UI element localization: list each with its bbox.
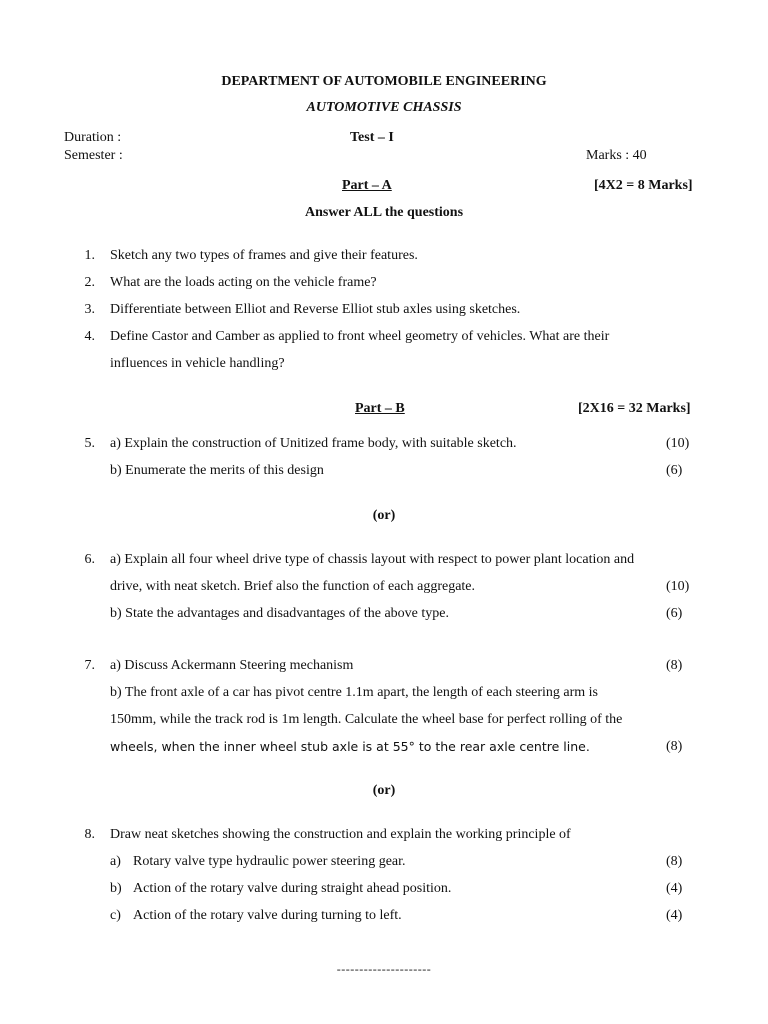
question-text: a) Discuss Ackermann Steering mechanism — [110, 658, 354, 673]
question-text: Rotary valve type hydraulic power steering gear. — [133, 854, 406, 869]
question-number: 6. — [84, 552, 95, 567]
duration-label: Duration : — [64, 130, 122, 145]
question-text: Action of the rotary valve during turning to left. — [133, 908, 402, 923]
question-number: 8. — [84, 827, 95, 842]
question-number: 1. — [84, 248, 95, 263]
question-marks: (6) — [666, 463, 683, 478]
question-text: Sketch any two types of frames and give their features. — [110, 248, 418, 263]
question-marks: (4) — [666, 908, 683, 923]
question-number: 2. — [84, 275, 95, 290]
part-b-marks: [2X16 = 32 Marks] — [578, 401, 691, 416]
department-title: DEPARTMENT OF AUTOMOBILE ENGINEERING — [221, 74, 547, 89]
question-4-continued: influences in vehicle handling? — [110, 356, 285, 371]
question-marks: (8) — [666, 658, 683, 673]
question-text: Draw neat sketches showing the construction and explain the working principle of — [110, 827, 571, 842]
question-text: Differentiate between Elliot and Reverse Elliot stub axles using sketches. — [110, 302, 521, 317]
semester-label: Semester : — [64, 148, 123, 163]
question-number: 3. — [84, 302, 95, 317]
question-text: drive, with neat sketch. Brief also the function of each aggregate. — [110, 579, 476, 594]
question-marks: (6) — [666, 606, 683, 621]
question-text: What are the loads acting on the vehicle frame? — [110, 275, 377, 290]
question-text: Define Castor and Camber as applied to front wheel geometry of vehicles. What are their — [110, 329, 610, 344]
question-text: Action of the rotary valve during straight ahead position. — [133, 881, 452, 896]
footer-divider: --------------------- — [336, 962, 432, 976]
or-separator: (or) — [372, 783, 396, 798]
marks-total: Marks : 40 — [586, 148, 647, 163]
question-text: b) State the advantages and disadvantages of the above type. — [110, 606, 449, 621]
question-marks: (4) — [666, 881, 683, 896]
question-text: a) Explain all four wheel drive type of chassis layout with respect to power plant location and — [110, 552, 635, 567]
question-number: 5. — [84, 436, 95, 451]
question-7b-line-2: 150mm, while the track rod is 1m length. Calculate the wheel base for perfect rolling of the — [110, 712, 623, 727]
sub-label: b) — [110, 881, 122, 896]
part-a-title: Part – A — [342, 178, 392, 193]
question-marks: (10) — [666, 436, 690, 451]
part-b-title: Part – B — [355, 401, 405, 416]
question-text: a) Explain the construction of Unitized frame body, with suitable sketch. — [110, 436, 517, 451]
sub-label: c) — [110, 908, 121, 923]
question-number: 4. — [84, 329, 95, 344]
question-marks: (10) — [666, 579, 690, 594]
sub-label: a) — [110, 854, 121, 869]
question-marks: (8) — [666, 739, 683, 754]
question-text: b) Enumerate the merits of this design — [110, 463, 324, 478]
part-a-marks: [4X2 = 8 Marks] — [594, 178, 693, 193]
part-a-instruction: Answer ALL the questions — [304, 205, 464, 220]
or-separator: (or) — [372, 508, 396, 523]
test-label: Test – I — [350, 130, 394, 145]
question-marks: (8) — [666, 854, 683, 869]
subject-title: AUTOMOTIVE CHASSIS — [306, 100, 462, 115]
question-number: 7. — [84, 658, 95, 673]
question-text: wheels, when the inner wheel stub axle is at 55° to the rear axle centre line. — [110, 739, 590, 754]
question-7b-line-1: b) The front axle of a car has pivot centre 1.1m apart, the length of each steering arm is — [110, 685, 598, 700]
